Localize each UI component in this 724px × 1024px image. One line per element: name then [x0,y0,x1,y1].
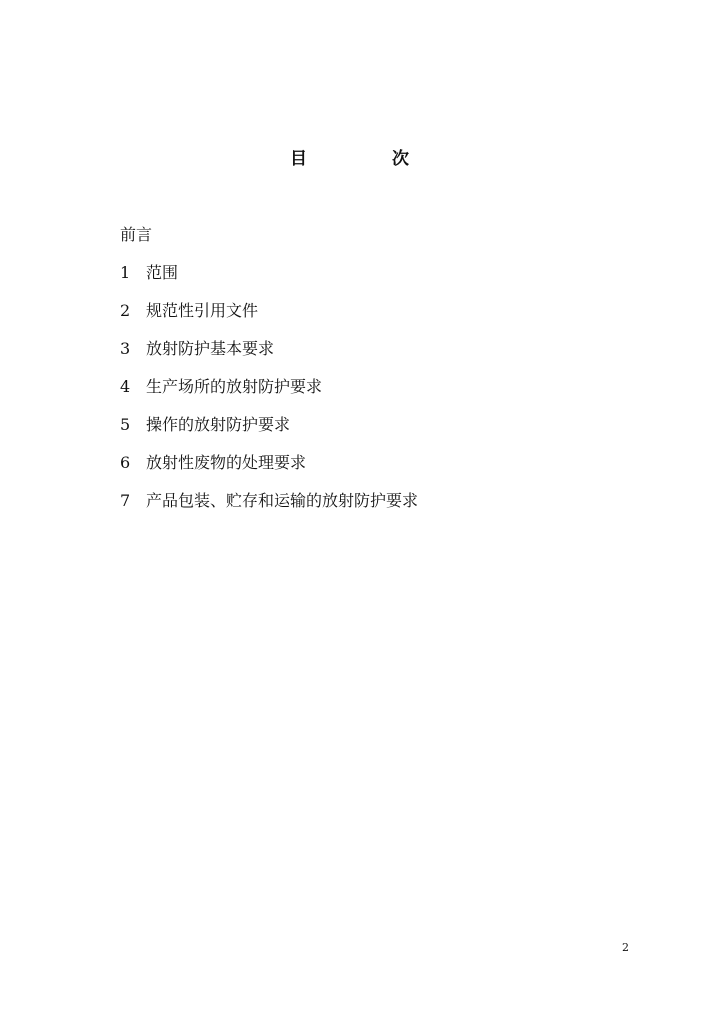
toc-entry-6[interactable] [120,451,306,475]
toc-entry-4[interactable] [120,375,322,399]
toc-entry-7[interactable] [120,489,418,513]
toc-title [0,146,724,172]
toc-entry-number: 3 [120,339,131,358]
toc-entry-text: 范围 [146,263,179,282]
toc-entry-number: 1 [120,263,131,282]
toc-entry-3[interactable] [120,337,274,361]
toc-entry-preface[interactable] [120,223,152,247]
toc-entry-text: 放射防护基本要求 [146,339,275,358]
toc-entry-text: 产品包装、贮存和运输的放射防护要求 [146,491,419,510]
toc-entry-number: 6 [120,453,131,472]
toc-entry-number: 7 [120,491,131,510]
toc-entry-5[interactable] [120,413,290,437]
toc-entry-text: 规范性引用文件 [146,301,259,320]
toc-title-second-char: 次 [392,149,409,169]
toc-entry-2[interactable] [120,299,258,323]
toc-entry-text: 放射性废物的处理要求 [146,453,307,472]
page-number: 2 [622,941,629,954]
toc-entry-text: 生产场所的放射防护要求 [146,377,323,396]
toc-entry-text: 前言 [120,225,153,244]
toc-entry-number: 2 [120,301,131,320]
toc-entry-text: 操作的放射防护要求 [146,415,291,434]
toc-title-first-char: 目 [290,149,307,169]
toc-entry-1[interactable] [120,261,178,285]
toc-entry-number: 4 [120,377,131,396]
toc-entry-number: 5 [120,415,131,434]
